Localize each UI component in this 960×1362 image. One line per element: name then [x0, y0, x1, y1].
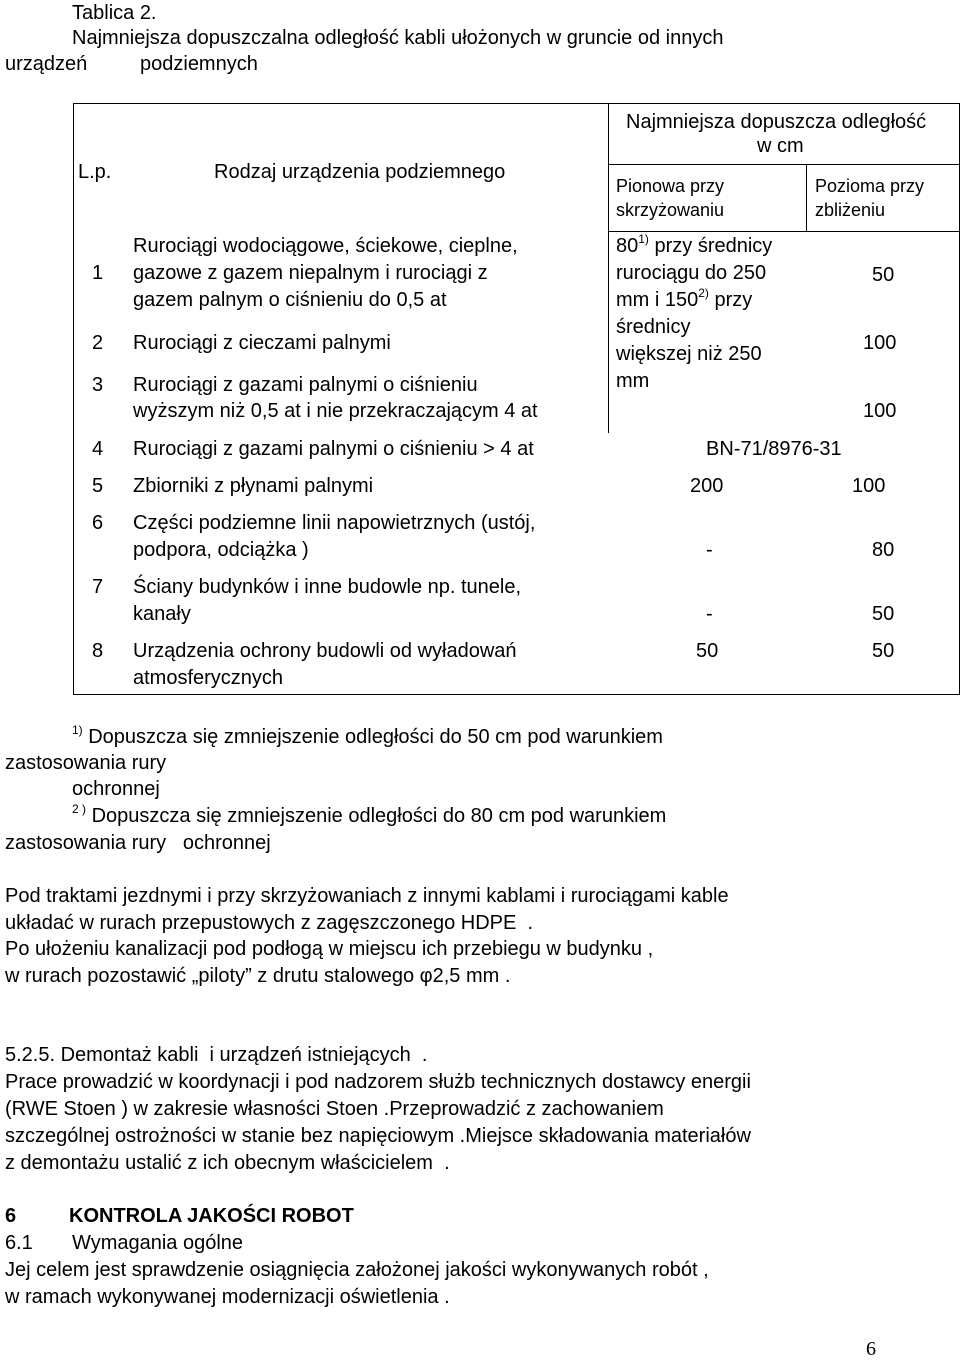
table-border-top-left [73, 103, 608, 104]
table-title-line2a: urządzeń [5, 53, 88, 75]
row-type-line2: kanały [133, 603, 191, 625]
row-lp: 2 [92, 332, 104, 354]
row-lp: 1 [92, 262, 104, 284]
row-lp: 7 [92, 576, 104, 598]
header-type: Rodzaj urządzenia podziemnego [214, 161, 506, 183]
footnote-2-text: Dopuszcza się zmniejszenie odległości do 80 cm pod warunkiem [91, 805, 667, 827]
footnote-1-text: Dopuszcza się zmniejszenie odległości do 50 cm pod warunkiem [88, 726, 663, 748]
header-distance-1: Najmniejsza dopuszcza odległość [626, 111, 927, 133]
row-type-line1: Rurociągi z gazami palnymi o ciśnieniu [133, 374, 478, 396]
row-lp: 8 [92, 640, 104, 662]
paragraph-1-line1: Pod traktami jezdnymi i przy skrzyżowaniach z innymi kablami i rurociągami kable [5, 885, 729, 907]
row-lp: 6 [92, 512, 104, 534]
shared-vertical-line5: większej niż 250 [616, 343, 762, 365]
footnote-2 [72, 803, 666, 829]
row-vertical: - [706, 539, 713, 561]
table-divider-horizontal-col [806, 164, 807, 232]
paragraph-3-line1: Jej celem jest sprawdzenie osiągnięcia założonej jakości wykonywanych robót , [5, 1259, 709, 1281]
table-title-line2b: podziemnych [140, 53, 258, 75]
row-vertical: 200 [690, 475, 724, 497]
row-type-line1: Rurociągi z cieczami palnymi [133, 332, 391, 354]
shared-vertical-line4: średnicy [616, 316, 691, 338]
header-vertical-1: Pionowa przy [616, 176, 725, 196]
shared-vertical-line6: mm [616, 370, 650, 392]
section-6-title: KONTROLA JAKOŚCI ROBOT [69, 1205, 354, 1227]
footnote-2-line2: zastosowania rury ochronnej [5, 832, 271, 854]
paragraph-1-line3: Po ułożeniu kanalizacji pod podłogą w miejscu ich przebiegu w budynku , [5, 938, 654, 960]
footnote-1-line3: ochronnej [72, 778, 160, 800]
table-border-bottom [73, 694, 960, 695]
row-lp: 4 [92, 438, 104, 460]
row-vertical: 50 [696, 640, 719, 662]
table-divider-header-bottom [608, 231, 959, 232]
row-horizontal: 100 [863, 400, 897, 422]
shared-vertical-line1: 80$^{1)}$ przy średnicy [616, 232, 773, 257]
table-border-top [608, 103, 960, 104]
row-horizontal: 50 [872, 264, 895, 286]
paragraph-1-line4: w rurach pozostawić „piloty” z drutu stalowego φ2,5 mm . [5, 965, 511, 987]
row-type-line1: Ściany budynków i inne budowle np. tunele, [133, 576, 522, 598]
row-type-line1: Rurociągi z gazami palnymi o ciśnieniu > 4 at [133, 438, 534, 460]
row-type-line1: Części podziemne linii napowietrznych (ustój, [133, 512, 536, 534]
row-lp: 3 [92, 374, 104, 396]
row-horizontal: 50 [872, 640, 895, 662]
paragraph-1-line2: układać w rurach przepustowych z zagęszczonego HDPE . [5, 912, 534, 934]
footnote-1 [72, 724, 663, 750]
row-type-line2: podpora, odciążka ) [133, 539, 309, 561]
row-type-line3: gazem palnym o ciśnieniu do 0,5 at [133, 289, 447, 311]
table-border-left [73, 103, 74, 695]
row-type-line1: Urządzenia ochrony budowli od wyładowań [133, 640, 517, 662]
table-title-line1: Najmniejsza dopuszczalna odległość kabli ułożonych w gruncie od innych [72, 27, 724, 49]
header-horizontal-2: zbliżeniu [815, 200, 886, 220]
row-type-line2: wyższym niż 0,5 at i nie przekraczającym 4 at [133, 400, 538, 422]
header-horizontal-1: Pozioma przy [815, 176, 925, 196]
section-heading-525: 5.2.5. Demontaż kabli i urządzeń istniejących . [5, 1044, 428, 1066]
paragraph-2-line4: z demontażu ustalić z ich obecnym właścicielem . [5, 1152, 450, 1174]
footnote-2-marker: 2 ) [72, 802, 87, 816]
header-vertical-2: skrzyżowaniu [616, 200, 725, 220]
paragraph-2-line1: Prace prowadzić w koordynacji i pod nadzorem służb technicznych dostawcy energii [5, 1071, 751, 1093]
paragraph-3-line2: w ramach wykonywanej modernizacji oświetlenia . [5, 1286, 450, 1308]
section-61-title: Wymagania ogólne [72, 1232, 244, 1254]
footnote-1-marker: 1) [72, 723, 83, 737]
footnote-1-line2: zastosowania rury [5, 752, 167, 774]
paragraph-2-line2: (RWE Stoen ) w zakresie własności Stoen .Przeprowadzić z zachowaniem [5, 1098, 664, 1120]
row-type-line1: Rurociągi wodociągowe, ściekowe, cieplne, [133, 235, 518, 257]
shared-vertical-line2: rurociągu do 250 [616, 262, 767, 284]
shared-vertical-line3: mm i 150$^{2)}$ przy [616, 286, 753, 311]
header-distance-2: w cm [757, 135, 804, 157]
row-vertical: - [706, 603, 713, 625]
row-type-line2: atmosferycznych [133, 667, 284, 689]
row-horizontal: 50 [872, 603, 895, 625]
row-horizontal: 100 [863, 332, 897, 354]
section-61-number: 6.1 [5, 1232, 33, 1254]
row-type-line1: Zbiorniki z płynami palnymi [133, 475, 374, 497]
row-horizontal: 80 [872, 539, 895, 561]
table-caption: Tablica 2. [72, 2, 157, 24]
row-vertical: BN-71/8976-31 [706, 438, 842, 460]
table-divider-vertical [608, 103, 609, 433]
section-6-number: 6 [5, 1205, 17, 1227]
paragraph-2-line3: szczególnej ostrożności w stanie bez napięciowym .Miejsce składowania materiałów [5, 1125, 751, 1147]
table-divider-subheader [608, 164, 959, 165]
page-number: 6 [866, 1338, 876, 1360]
row-horizontal: 100 [852, 475, 886, 497]
header-lp: L.p. [78, 161, 112, 183]
row-lp: 5 [92, 475, 104, 497]
row-type-line2: gazowe z gazem niepalnym i rurociągi z [133, 262, 488, 284]
